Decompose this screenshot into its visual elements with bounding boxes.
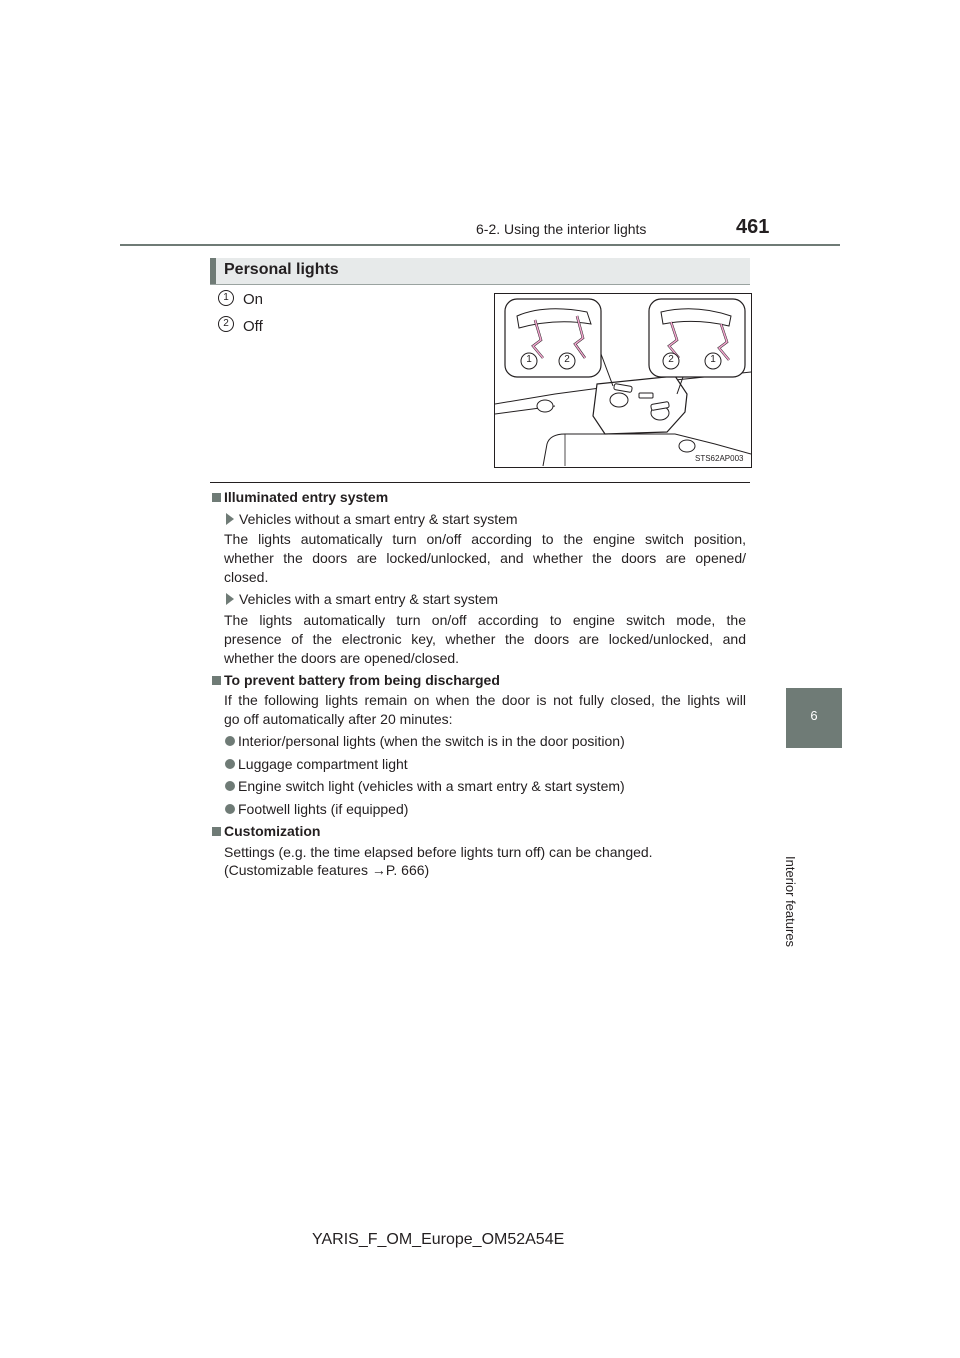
para2-line1: The lights automatically turn on/off according to engine switch mode, the [224,612,746,628]
page-ref-arrow: → [371,862,386,878]
illuminated-entry-para1 [224,530,746,587]
heading-bullet [212,493,221,502]
para1-line2: whether the doors are locked/unlocked, and whether the doors are opened/ [224,550,746,566]
callout-right-1: 1 [710,354,716,365]
page-number: 461 [736,216,770,238]
section-end-rule [210,482,750,483]
customization-prefix: (Customizable features [224,862,372,878]
item-number-2: 2 [218,316,234,332]
personal-lights-illustration [494,293,752,468]
bullet-dot [225,804,235,814]
customization-page-link[interactable]: P. 666) [385,862,430,878]
arrow-bullet [226,593,234,605]
battery-bullet-3: Engine switch light (vehicles with a smart entry & start system) [238,778,625,794]
footer-doc-code: YARIS_F_OM_Europe_OM52A54E [312,1231,565,1248]
customization-heading: Customization [224,823,321,839]
with-smart-entry: Vehicles with a smart entry & start system [239,591,499,607]
battery-line1: If the following lights remain on when the door is not fully closed, the lights will [224,692,746,708]
item-label-off: Off [243,318,263,335]
battery-bullet-2: Luggage compartment light [238,756,408,772]
para1-line3: closed. [224,569,269,585]
header-divider [120,244,840,246]
callout-right-2: 2 [668,354,674,365]
chapter-number: 6 [810,708,818,723]
para1-line1: The lights automatically turn on/off according to the engine switch position, [224,531,746,547]
illuminated-entry-heading: Illuminated entry system [224,489,389,505]
header-section-title: 6-2. Using the interior lights [476,221,647,237]
overhead-console-drawing [495,294,751,467]
item-label-on: On [243,291,264,308]
battery-line2: go off automatically after 20 minutes: [224,711,453,727]
battery-para [224,691,746,729]
heading-bullet [212,676,221,685]
customization-line1: Settings (e.g. the time elapsed before lights turn off) can be changed. [224,844,653,860]
heading-bullet [212,827,221,836]
chapter-label-wrap [760,778,850,948]
para2-line2: presence of the electronic key, whether the doors are locked/unlocked, and [224,631,746,647]
without-smart-entry: Vehicles without a smart entry & start system [239,511,518,527]
arrow-bullet [226,513,234,525]
section-header-bar [210,258,216,284]
callout-left-2: 2 [564,354,570,365]
callout-left-1: 1 [526,354,532,365]
battery-bullet-1: Interior/personal lights (when the switch is in the door position) [238,733,625,749]
illuminated-entry-para2 [224,611,746,668]
item-number-1: 1 [218,290,234,306]
bullet-dot [225,781,235,791]
battery-heading: To prevent battery from being discharged [224,672,500,688]
customization-line2 [224,861,429,880]
chapter-label: Interior features [783,856,798,948]
illustration-code: STS62AP003 [695,454,744,463]
para2-line3: whether the doors are opened/closed. [224,650,460,666]
battery-bullet-4: Footwell lights (if equipped) [238,801,409,817]
bullet-dot [225,736,235,746]
bullet-dot [225,759,235,769]
section-title: Personal lights [224,261,339,278]
